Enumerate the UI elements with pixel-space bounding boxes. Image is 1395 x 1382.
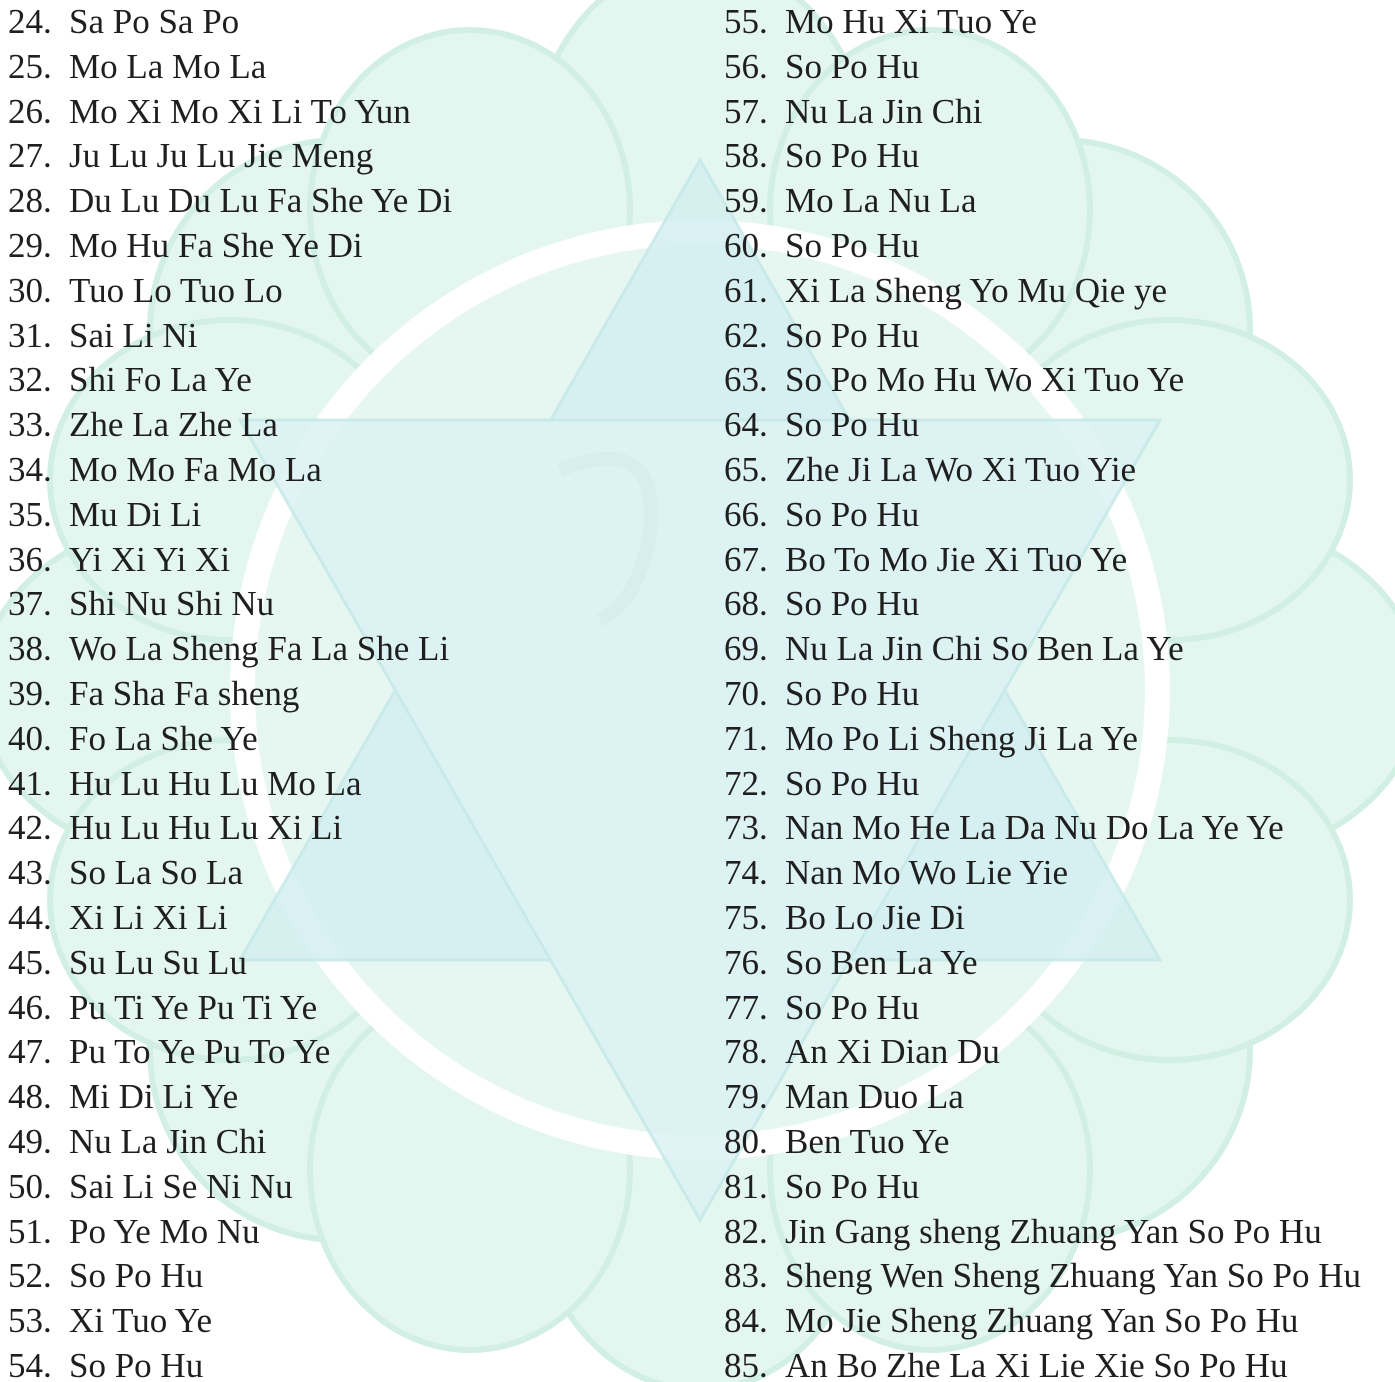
list-item [8,627,452,672]
line-number: 42. [8,808,52,848]
list-item [724,627,1361,672]
line-number: 38. [8,629,52,669]
line-text: So Po Hu [785,315,920,355]
line-text: So Po Hu [785,494,920,534]
list-item [724,1165,1361,1210]
list-item [8,314,452,359]
line-text: Su Lu Su Lu [69,942,247,982]
list-item [724,1030,1361,1075]
list-item [724,762,1361,807]
list-item [724,1120,1361,1165]
list-item [8,1299,452,1344]
line-number: 66. [724,494,768,534]
line-text: So Po Mo Hu Wo Xi Tuo Ye [785,360,1185,400]
line-number: 40. [8,718,52,758]
list-item [8,851,452,896]
line-text: Ju Lu Ju Lu Jie Meng [69,136,374,176]
line-number: 77. [724,987,768,1027]
line-number: 28. [8,181,52,221]
list-item [8,762,452,807]
list-item [8,896,452,941]
list-item [8,1254,452,1299]
line-text: So La So La [69,853,244,893]
line-number: 33. [8,405,52,445]
line-text: Sa Po Sa Po [69,2,240,41]
line-number: 51. [8,1211,52,1251]
list-item [724,941,1361,986]
list-item [724,806,1361,851]
list-item [8,806,452,851]
line-text: Mo Xi Mo Xi Li To Yun [69,91,411,131]
line-text: Yi Xi Yi Xi [69,539,231,579]
line-text: Man Duo La [785,1077,964,1117]
list-item [724,134,1361,179]
line-text: Nu La Jin Chi [785,91,983,131]
line-number: 59. [724,181,768,221]
line-text: Bo Lo Jie Di [785,897,965,937]
list-item [8,1210,452,1255]
line-number: 53. [8,1301,52,1341]
list-item [8,448,452,493]
line-number: 48. [8,1077,52,1117]
line-text: Xi La Sheng Yo Mu Qie ye [785,270,1168,310]
line-text: So Po Hu [785,763,920,803]
list-item [724,45,1361,90]
line-number: 67. [724,539,768,579]
line-number: 36. [8,539,52,579]
list-item [8,1030,452,1075]
line-text: Xi Tuo Ye [69,1301,213,1341]
list-item [8,134,452,179]
list-item [8,672,452,717]
line-number: 54. [8,1345,52,1382]
line-number: 32. [8,360,52,400]
line-number: 71. [724,718,768,758]
list-item [724,1075,1361,1120]
line-text: An Xi Dian Du [785,1032,1000,1072]
list-item [724,90,1361,135]
line-number: 27. [8,136,52,176]
line-number: 31. [8,315,52,355]
line-number: 30. [8,270,52,310]
line-text: Fa Sha Fa sheng [69,673,300,713]
line-text: Mo Hu Fa She Ye Di [69,225,363,265]
list-item [724,1210,1361,1255]
list-item [8,538,452,583]
list-item [724,1254,1361,1299]
list-item [8,0,452,45]
list-item [8,493,452,538]
line-text: Mi Di Li Ye [69,1077,239,1117]
line-number: 76. [724,942,768,982]
list-item [8,45,452,90]
line-text: So Ben La Ye [785,942,978,982]
line-text: Pu Ti Ye Pu Ti Ye [69,987,318,1027]
line-text: Zhe Ji La Wo Xi Tuo Yie [785,449,1137,489]
line-text: Sai Li Se Ni Nu [69,1166,293,1206]
line-number: 61. [724,270,768,310]
line-number: 60. [724,225,768,265]
line-number: 35. [8,494,52,534]
line-number: 85. [724,1345,768,1382]
line-text: Shi Fo La Ye [69,360,252,400]
line-text: So Po Hu [785,584,920,624]
line-text: So Po Hu [785,673,920,713]
line-number: 24. [8,2,52,41]
line-text: Hu Lu Hu Lu Mo La [69,763,362,803]
list-item [724,314,1361,359]
line-number: 78. [724,1032,768,1072]
line-number: 70. [724,673,768,713]
line-number: 73. [724,808,768,848]
line-number: 72. [724,763,768,803]
line-number: 58. [724,136,768,176]
line-text: Mo La Nu La [785,181,977,221]
line-number: 63. [724,360,768,400]
line-text: So Po Hu [785,405,920,445]
list-item [724,493,1361,538]
line-text: Xi Li Xi Li [69,897,228,937]
line-number: 50. [8,1166,52,1206]
list-item [8,403,452,448]
list-item [724,269,1361,314]
list-item [8,1075,452,1120]
line-text: Sheng Wen Sheng Zhuang Yan So Po Hu [785,1256,1362,1296]
line-text: Jin Gang sheng Zhuang Yan So Po Hu [785,1211,1322,1251]
line-text: Nan Mo Wo Lie Yie [785,853,1068,893]
line-number: 44. [8,897,52,937]
line-text: Wo La Sheng Fa La She Li [69,629,450,669]
list-item [8,941,452,986]
line-number: 26. [8,91,52,131]
line-number: 39. [8,673,52,713]
line-text: Nu La Jin Chi [69,1121,267,1161]
line-text: Mo Hu Xi Tuo Ye [785,2,1037,41]
line-text: Tuo Lo Tuo Lo [69,270,283,310]
list-item [8,717,452,762]
line-text: Hu Lu Hu Lu Xi Li [69,808,343,848]
line-text: Mo Mo Fa Mo La [69,449,322,489]
list-item [724,179,1361,224]
left-column [8,0,452,1382]
line-text: So Po Hu [69,1345,204,1382]
list-item [724,403,1361,448]
line-number: 34. [8,449,52,489]
line-number: 57. [724,91,768,131]
line-number: 56. [724,46,768,86]
list-item [8,1165,452,1210]
line-text: Bo To Mo Jie Xi Tuo Ye [785,539,1128,579]
line-text: So Po Hu [785,225,920,265]
line-text: Mu Di Li [69,494,202,534]
line-number: 74. [724,853,768,893]
list-item [724,1344,1361,1382]
line-number: 46. [8,987,52,1027]
list-item [8,224,452,269]
line-number: 55. [724,2,768,41]
list-item [724,896,1361,941]
line-number: 82. [724,1211,768,1251]
list-item [724,224,1361,269]
line-text: Fo La She Ye [69,718,258,758]
list-item [724,986,1361,1031]
line-number: 65. [724,449,768,489]
line-text: So Po Hu [785,1166,920,1206]
line-number: 37. [8,584,52,624]
list-item [724,0,1361,45]
line-text: So Po Hu [785,987,920,1027]
line-number: 25. [8,46,52,86]
line-text: So Po Hu [69,1256,204,1296]
list-item [724,358,1361,403]
line-text: Mo Jie Sheng Zhuang Yan So Po Hu [785,1301,1299,1341]
line-number: 29. [8,225,52,265]
line-text: Zhe La Zhe La [69,405,278,445]
line-number: 64. [724,405,768,445]
line-number: 80. [724,1121,768,1161]
line-text: So Po Hu [785,136,920,176]
line-number: 47. [8,1032,52,1072]
line-text: Du Lu Du Lu Fa She Ye Di [69,181,453,221]
line-number: 84. [724,1301,768,1341]
right-column [724,0,1361,1382]
list-item [8,986,452,1031]
list-item [8,1344,452,1382]
list-item [8,269,452,314]
list-item [724,672,1361,717]
line-text: Sai Li Ni [69,315,198,355]
line-number: 52. [8,1256,52,1296]
line-text: Po Ye Mo Nu [69,1211,260,1251]
line-number: 68. [724,584,768,624]
line-text: Mo La Mo La [69,46,267,86]
line-number: 45. [8,942,52,982]
line-number: 62. [724,315,768,355]
line-text: Nan Mo He La Da Nu Do La Ye Ye [785,808,1284,848]
list-item [724,448,1361,493]
line-number: 41. [8,763,52,803]
list-item [724,717,1361,762]
list-item [724,1299,1361,1344]
line-text: Pu To Ye Pu To Ye [69,1032,331,1072]
line-text: Nu La Jin Chi So Ben La Ye [785,629,1184,669]
line-text: An Bo Zhe La Xi Lie Xie So Po Hu [785,1345,1288,1382]
line-text: Mo Po Li Sheng Ji La Ye [785,718,1138,758]
line-number: 69. [724,629,768,669]
line-number: 81. [724,1166,768,1206]
list-item [724,538,1361,583]
list-item [8,179,452,224]
line-number: 49. [8,1121,52,1161]
line-number: 75. [724,897,768,937]
list-item [8,1120,452,1165]
line-text: So Po Hu [785,46,920,86]
list-item [724,582,1361,627]
line-text: Shi Nu Shi Nu [69,584,275,624]
list-item [724,851,1361,896]
line-number: 83. [724,1256,768,1296]
list-item [8,90,452,135]
line-text: Ben Tuo Ye [785,1121,950,1161]
list-item [8,582,452,627]
line-number: 79. [724,1077,768,1117]
line-number: 43. [8,853,52,893]
list-item [8,358,452,403]
